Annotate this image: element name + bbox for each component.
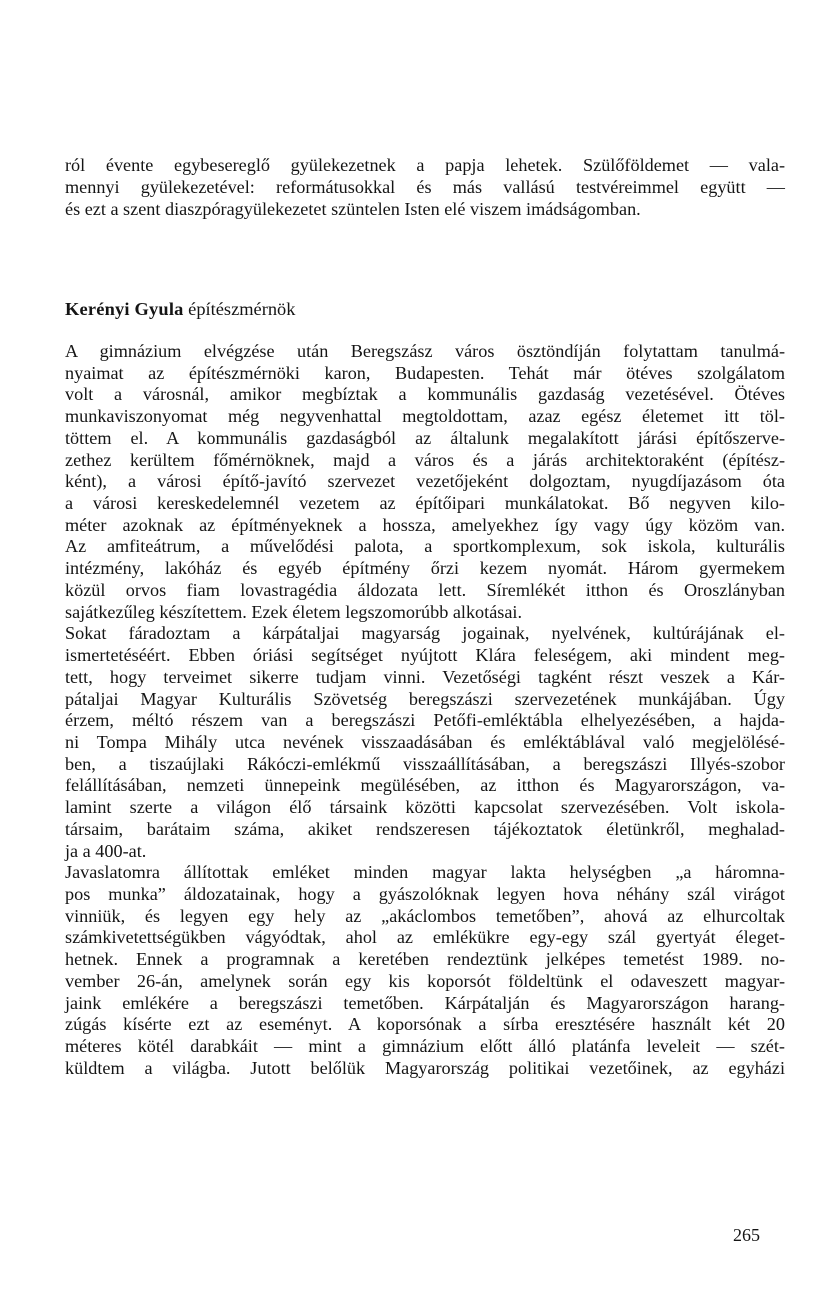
text-line: intézmény, lakóház és egyéb építmény őrzi kezem nyomát. Három gyermekem bbox=[65, 558, 785, 579]
text-line: méteres kötél darabkáit — mint a gimnázium előtt álló platánfa leveleit — szét- bbox=[65, 1036, 785, 1056]
text-line: jaink emlékére a beregszászi temetőben. Kárpátalján és Magyarországon harang- bbox=[65, 992, 785, 1013]
text-line: és ezt a szent diaszpóragyülekezetet szüntelen Isten elé viszem imádságomban. bbox=[65, 199, 641, 220]
text-line: munkaviszonyomat még negyvenhattal megtoldottam, azaz egész életemet itt töl- bbox=[65, 406, 785, 427]
text-line: nyaimat az építészmérnöki karon, Budapesten. Tehát már ötéves szolgálatom bbox=[65, 362, 785, 383]
text-line: számkivetettségükben vágyódtak, ahol az emlékükre egy-egy szál gyertyát éleget- bbox=[65, 927, 785, 948]
heading-title: építészmérnök bbox=[188, 299, 296, 319]
heading-name: Kerényi Gyula bbox=[65, 299, 184, 319]
text-line: vember 26-án, amelynek során egy kis koporsót földeltünk el odaveszett magyar- bbox=[65, 970, 785, 991]
text-line: volt a városnál, amikor megbíztak a kommunális gazdaság vezetésével. Ötéves bbox=[65, 384, 785, 405]
text-line: Az amfiteátrum, a művelődési palota, a sportkomplexum, sok iskola, kulturális bbox=[65, 536, 785, 557]
text-line: pátaljai Magyar Kulturális Szövetség beregszászi szervezetének munkájában. Úgy bbox=[65, 688, 785, 709]
text-line: mennyi gyülekezetével: reformátusokkal és más vallású testvéreimmel együtt — bbox=[65, 177, 785, 198]
text-line: A gimnázium elvégzése után Beregszász város ösztöndíján folytattam tanulmá- bbox=[65, 341, 785, 361]
text-line: hetnek. Ennek a programnak a keretében rendeztünk jelképes temetést 1989. no- bbox=[65, 949, 785, 970]
text-line: érzem, méltó részem van a beregszászi Petőfi-emléktábla elhelyezésében, a hajda- bbox=[65, 710, 785, 731]
text-line: vinniük, és legyen egy hely az „akáclombos temetőben”, ahová az elhurcoltak bbox=[65, 905, 785, 926]
text-line: ben, a tiszaújlaki Rákóczi-emlékmű visszaállításában, a beregszászi Illyés-szobor bbox=[65, 753, 785, 774]
text-line: küldtem a világba. Jutott belőlük Magyarország politikai vezetőinek, az egyházi bbox=[65, 1057, 785, 1078]
text-line: felállításában, nemzeti ünnepeink megülésében, az itthon és Magyarországon, va- bbox=[65, 775, 785, 796]
intro-paragraph bbox=[65, 154, 785, 221]
text-line: pos munka” áldozatainak, hogy a gyászolóknak legyen hova néhány szál virágot bbox=[65, 883, 785, 904]
text-line: sajátkezűleg készítettem. Ezek életem legszomorúbb alkotásai. bbox=[65, 601, 523, 622]
text-line: Sokat fáradoztam a kárpátaljai magyarság jogainak, nyelvének, kultúrájának el- bbox=[65, 623, 785, 644]
text-line: méter azoknak az építményeknek a hossza, amelyekhez így vagy úgy közöm van. bbox=[65, 514, 785, 535]
text-line: közül orvos fiam lovastragédia áldozata lett. Síremlékét itthon és Oroszlányban bbox=[65, 579, 785, 600]
text-line: a városi kereskedelemnél vezetem az építőipari munkálatokat. Bő negyven kilo- bbox=[65, 493, 785, 514]
text-line: zúgás kísérte ezt az eseményt. A koporsónak a sírba eresztésére használt két 20 bbox=[65, 1014, 785, 1035]
text-line: tett, hogy terveimet sikerre tudjam vinni. Vezetőségi tagként részt veszek a Kár- bbox=[65, 666, 785, 687]
text-line: ni Tompa Mihály utca nevének visszaadásában és emléktáblával való megjelölésé- bbox=[65, 731, 785, 752]
text-line: ismertetéséért. Ebben óriási segítséget nyújtott Klára feleségem, aki mindent meg- bbox=[65, 645, 785, 666]
section-heading bbox=[65, 297, 295, 321]
text-line: töttem el. A kommunális gazdaságból az általunk megalakított járási építőszerve- bbox=[65, 427, 785, 448]
body-text bbox=[65, 341, 785, 1079]
text-line: társaim, barátaim száma, akiket rendszeresen tájékoztatok életünkről, meghalad- bbox=[65, 818, 785, 839]
page-number: 265 bbox=[733, 1225, 760, 1245]
text-line: lamint szerte a világon élő társaink közötti kapcsolat szervezésében. Volt iskola- bbox=[65, 797, 785, 818]
text-line: ról évente egybesereglő gyülekezetnek a papja lehetek. Szülőföldemet — vala- bbox=[65, 155, 785, 175]
text-line: ként), a városi építő-javító szervezet vezetőjeként dolgoztam, nyugdíjazásom óta bbox=[65, 471, 785, 492]
text-line: zethez kerültem főmérnöknek, majd a város és a járás architektoraként (építész- bbox=[65, 449, 785, 470]
text-line: ja a 400-at. bbox=[65, 840, 147, 861]
text-line: Javaslatomra állítottak emléket minden magyar lakta helységben „a háromna- bbox=[65, 862, 785, 883]
